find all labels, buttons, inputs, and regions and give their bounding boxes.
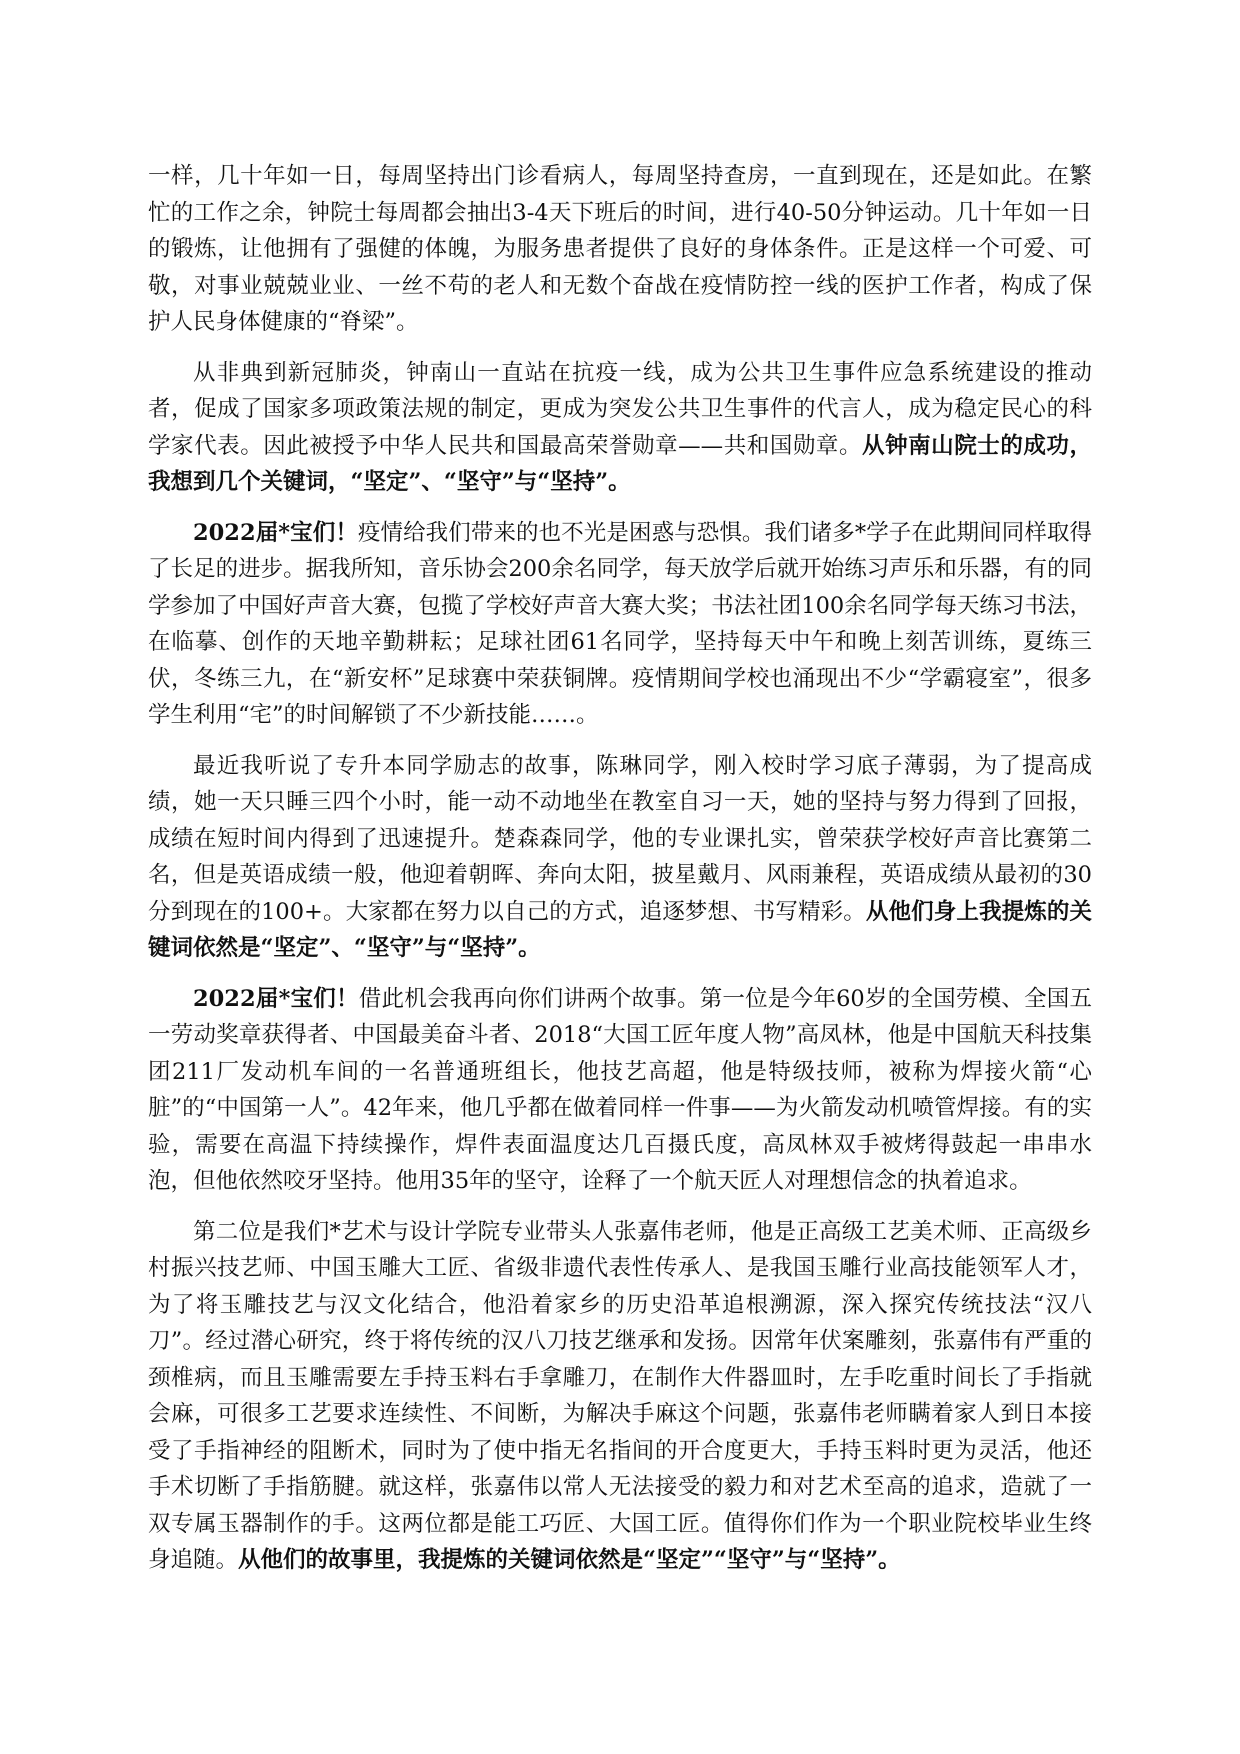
- document-page: [148, 158, 1092, 1593]
- paragraph-zhong-continuation: [148, 158, 1092, 341]
- paragraph-upgrade-stories: [148, 748, 1092, 967]
- paragraph-zhang-jiawei: [148, 1214, 1092, 1579]
- paragraph-sars-covid: [148, 355, 1092, 501]
- paragraph-lead: 2022届*宝们！: [193, 519, 358, 546]
- paragraph-text: 最近我听说了专升本同学励志的故事，陈琳同学，刚入校时学习底子薄弱，为了提高成绩，她一天只睡三四个小时，能一动不动地坐在教室自习一天，她的坚持与努力得到了回报，成绩在短时间内得到了迅速提升。楚森森同学，他的专业课扎实，曾荣获学校好声音比赛第二名，但是英语成绩一般，他迎着朝晖、奔向太阳，披星戴月、风雨兼程，英语成绩从最初的30分到现在的100+。大家都在努力以自己的方式，追逐梦想、书写精彩。: [148, 752, 1092, 925]
- paragraph-text: 借此机会我再向你们讲两个故事。第一位是今年60岁的全国劳模、全国五一劳动奖章获得者、中国最美奋斗者、2018“大国工匠年度人物”高凤林，他是中国航天科技集团211厂发动机车间的一名普通班组长，他技艺高超，他是特级技师，被称为焊接火箭“心脏”的“中国第一人”。42年来，他几乎都在做着同样一件事——为火箭发动机喷管焊接。有的实验，需要在高温下持续操作，焊件表面温度达几百摄氏度，高凤林双手被烤得鼓起一串串水泡，但他依然咬牙坚持。他用35年的坚守，诠释了一个航天匠人对理想信念的执着追求。: [148, 985, 1092, 1194]
- paragraph-text: 从非典到新冠肺炎，钟南山一直站在抗疫一线，成为公共卫生事件应急系统建设的推动者，促成了国家多项政策法规的制定，更成为突发公共卫生事件的代言人，成为稳定民心的科学家代表。因此被授予中华人民共和国最高荣誉勋章——共和国勋章。: [148, 359, 1092, 459]
- paragraph-lead: 2022届*宝们！: [193, 985, 359, 1012]
- keyword-conclusion: 从他们身上我提炼的关键词依然是“坚定”、“坚守”与“坚持”。: [148, 898, 1092, 961]
- keyword-conclusion: 从他们的故事里，我提炼的关键词依然是“坚定”“坚守”与“坚持”。: [238, 1547, 901, 1573]
- keyword-conclusion: 从钟南山院士的成功，我想到几个关键词，“坚定”、“坚守”与“坚持”。: [148, 432, 1092, 495]
- paragraph-text: 疫情给我们带来的也不光是困惑与恐惧。我们诸多*学子在此期间同样取得了长足的进步。据我所知，音乐协会200余名同学，每天放学后就开始练习声乐和乐器，有的同学参加了中国好声音大赛，包揽了学校好声音大赛大奖；书法社团100余名同学每天练习书法，在临摹、创作的天地辛勤耕耘；足球社团61名同学，坚持每天中午和晚上刻苦训练，夏练三伏，冬练三九，在“新安杯”足球赛中荣获铜牌。疫情期间学校也涌现出不少“学霸寝室”，很多学生利用“宅”的时间解锁了不少新技能……。: [148, 519, 1092, 728]
- paragraph-text: 一样，几十年如一日，每周坚持出门诊看病人，每周坚持查房，一直到现在，还是如此。在繁忙的工作之余，钟院士每周都会抽出3-4天下班后的时间，进行40-50分钟运动。几十年如一日的锻炼，让他拥有了强健的体魄，为服务患者提供了良好的身体条件。正是这样一个可爱、可敬，对事业兢兢业业、一丝不苟的老人和无数个奋战在疫情防控一线的医护工作者，构成了保护人民身体健康的“脊梁”。: [148, 163, 1092, 335]
- paragraph-text: 第二位是我们*艺术与设计学院专业带头人张嘉伟老师，他是正高级工艺美术师、正高级乡村振兴技艺师、中国玉雕大工匠、省级非遗代表性传承人、是我国玉雕行业高技能领军人才，为了将玉雕技艺与汉文化结合，他沿着家乡的历史沿革追根溯源，深入探究传统技法“汉八刀”。经过潜心研究，终于将传统的汉八刀技艺继承和发扬。因常年伏案雕刻，张嘉伟有严重的颈椎病，而且玉雕需要左手持玉料右手拿雕刀，在制作大件器皿时，左手吃重时间长了手指就会麻，可很多工艺要求连续性、不间断，为解决手麻这个问题，张嘉伟老师瞒着家人到日本接受了手指神经的阻断术，同时为了使中指无名指间的开合度更大，手持玉料时更为灵活，他还手术切断了手指筋腱。就这样，张嘉伟以常人无法接受的毅力和对艺术至高的追求，造就了一双专属玉器制作的手。这两位都是能工巧匠、大国工匠。值得你们作为一个职业院校毕业生终身追随。: [148, 1218, 1092, 1573]
- paragraph-gao-fenglin: [148, 981, 1092, 1200]
- paragraph-students-progress: [148, 515, 1092, 734]
